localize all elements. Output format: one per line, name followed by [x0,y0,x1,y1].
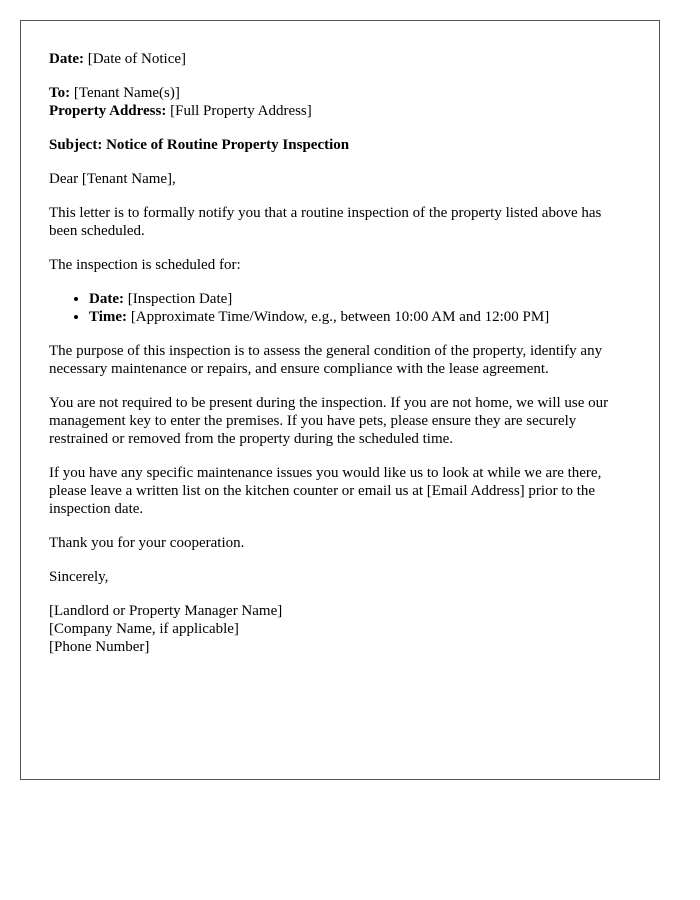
subject-line: Subject: Notice of Routine Property Inspection [49,137,350,153]
signoff: Sincerely, [49,569,109,585]
maintenance-paragraph: If you have any specific maintenance issues you would like us to look at while we are there, please leave a written list on the kitchen counter or email us at [Email Address] prior to the inspection date. [49,465,602,517]
signer-phone: [Phone Number] [49,639,150,655]
salutation: Dear [Tenant Name], [49,171,176,187]
recipient-line [49,84,631,102]
to-value: [Tenant Name(s)] [73,85,180,101]
to-label: To: [49,85,71,101]
letter-page [20,20,660,780]
schedule-item-date [89,290,631,308]
thanks-paragraph: Thank you for your cooperation. [49,535,245,551]
property-address-line [49,102,631,120]
address-label: Property Address: [49,103,167,119]
signer-company: [Company Name, if applicable] [49,621,239,637]
date-label: Date: [49,51,84,67]
presence-paragraph: You are not required to be present during the inspection. If you are not home, we will use our management key to enter the premises. If you have pets, please ensure they are securely restrained or removed from the property during the scheduled time. [49,395,609,447]
date-line [49,50,631,68]
schedule-intro: The inspection is scheduled for: [49,257,241,273]
schedule-date-value: [Inspection Date] [127,291,233,307]
schedule-time-value: [Approximate Time/Window, e.g., between 10:00 AM and 12:00 PM] [130,309,550,325]
schedule-time-label: Time: [89,309,128,325]
schedule-item-time [89,308,631,326]
purpose-paragraph: The purpose of this inspection is to assess the general condition of the property, identify any necessary maintenance or repairs, and ensure compliance with the lease agreement. [49,343,603,377]
date-value: [Date of Notice] [87,51,187,67]
intro-paragraph: This letter is to formally notify you that a routine inspection of the property listed above has been scheduled. [49,205,602,239]
signer-name: [Landlord or Property Manager Name] [49,603,283,619]
schedule-date-label: Date: [89,291,124,307]
schedule-list [49,290,631,326]
address-value: [Full Property Address] [170,103,312,119]
